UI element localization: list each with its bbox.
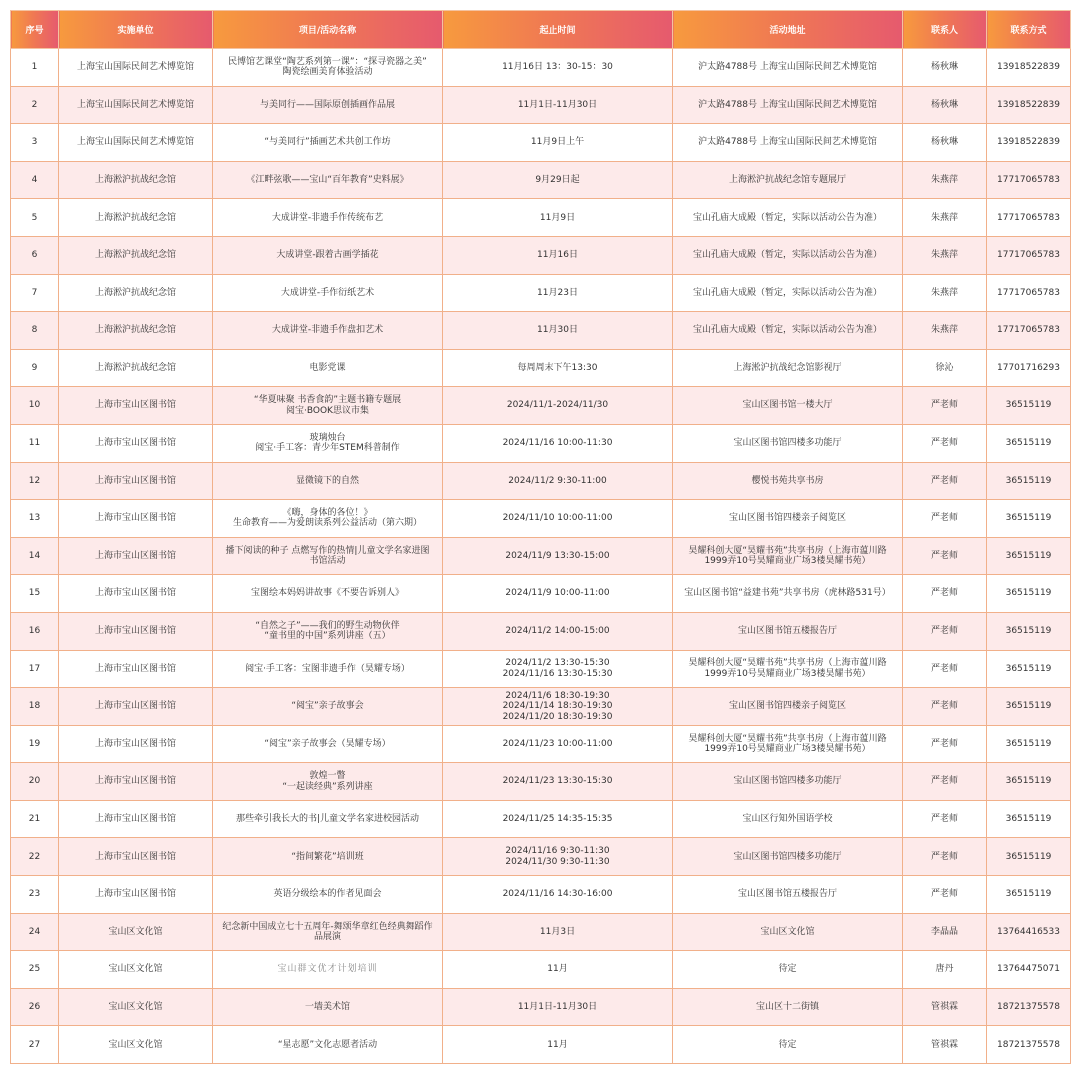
- table-row: [11, 575, 1071, 613]
- cell-activity-name: 玻璃烛台 阅宝·手工客：青少年STEM科普制作: [213, 424, 443, 462]
- cell-phone: 36515119: [987, 500, 1071, 538]
- header-name: 项目/活动名称: [213, 11, 443, 49]
- cell-address: 待定: [673, 1026, 903, 1064]
- cell-time: 11月9日: [443, 199, 673, 237]
- cell-time: 2024/11/6 18:30-19:30 2024/11/14 18:30-19:30 2024/11/20 18:30-19:30: [443, 688, 673, 726]
- table-row: [11, 838, 1071, 876]
- cell-time: 11月16日 13：30-15：30: [443, 49, 673, 87]
- cell-address: 上海淞沪抗战纪念馆影视厅: [673, 349, 903, 387]
- cell-activity-name: 《江畔弦歌——宝山“百年教育”史料展》: [213, 161, 443, 199]
- cell-contact: 严老师: [903, 688, 987, 726]
- cell-no: 21: [11, 800, 59, 838]
- cell-contact: 杨秋琳: [903, 49, 987, 87]
- cell-phone: 13918522839: [987, 49, 1071, 87]
- cell-unit: 上海淞沪抗战纪念馆: [59, 312, 213, 350]
- cell-time: 2024/11/9 13:30-15:00: [443, 537, 673, 575]
- cell-activity-name: 宝图绘本妈妈讲故事《不要告诉别人》: [213, 575, 443, 613]
- table-row: [11, 612, 1071, 650]
- table-row: [11, 236, 1071, 274]
- cell-time: 2024/11/2 13:30-15:30 2024/11/16 13:30-15:30: [443, 650, 673, 688]
- table-row: [11, 913, 1071, 951]
- cell-contact: 严老师: [903, 537, 987, 575]
- cell-activity-name: 纪念新中国成立七十五周年-舞颂华章红色经典舞蹈作 品展演: [213, 913, 443, 951]
- cell-unit: 上海市宝山区图书馆: [59, 537, 213, 575]
- cell-no: 10: [11, 387, 59, 425]
- cell-activity-name: “阅宝”亲子故事会（昊耀专场）: [213, 725, 443, 763]
- cell-contact: 朱燕萍: [903, 274, 987, 312]
- cell-address: 宝山区图书馆一楼大厅: [673, 387, 903, 425]
- cell-unit: 上海市宝山区图书馆: [59, 763, 213, 801]
- header-contact: 联系人: [903, 11, 987, 49]
- cell-time: 11月1日-11月30日: [443, 988, 673, 1026]
- cell-unit: 上海市宝山区图书馆: [59, 688, 213, 726]
- cell-address: 宝山区十二街镇: [673, 988, 903, 1026]
- cell-contact: 严老师: [903, 725, 987, 763]
- cell-activity-name: 与美同行——国际原创插画作品展: [213, 86, 443, 124]
- cell-contact: 杨秋琳: [903, 86, 987, 124]
- cell-address: 宝山区图书馆五楼报告厅: [673, 876, 903, 914]
- cell-address: 宝山区文化馆: [673, 913, 903, 951]
- cell-unit: 上海淞沪抗战纪念馆: [59, 236, 213, 274]
- cell-address: 宝山区图书馆四楼亲子阅览区: [673, 500, 903, 538]
- cell-contact: 徐沁: [903, 349, 987, 387]
- cell-address: 宝山区图书馆五楼报告厅: [673, 612, 903, 650]
- cell-no: 27: [11, 1026, 59, 1064]
- cell-address: 沪太路4788号 上海宝山国际民间艺术博览馆: [673, 86, 903, 124]
- cell-unit: 宝山区文化馆: [59, 1026, 213, 1064]
- cell-activity-name: 大成讲堂-非遗手作盘扣艺术: [213, 312, 443, 350]
- activity-table: [10, 10, 1071, 1064]
- cell-contact: 严老师: [903, 462, 987, 500]
- cell-time: 2024/11/23 13:30-15:30: [443, 763, 673, 801]
- cell-no: 6: [11, 236, 59, 274]
- cell-unit: 上海市宝山区图书馆: [59, 612, 213, 650]
- cell-activity-name: 大成讲堂-跟着古画学插花: [213, 236, 443, 274]
- cell-phone: 13764416533: [987, 913, 1071, 951]
- table-row: [11, 49, 1071, 87]
- cell-activity-name: 那些牵引我长大的书|儿童文学名家进校园活动: [213, 800, 443, 838]
- table-body: [11, 49, 1071, 1064]
- cell-phone: 36515119: [987, 537, 1071, 575]
- cell-address: 昊耀科创大厦“昊耀书苑”共享书房（上海市蕰川路 1999弄10号昊耀商业广场3楼昊耀书苑）: [673, 537, 903, 575]
- cell-phone: 36515119: [987, 462, 1071, 500]
- cell-address: 上海淞沪抗战纪念馆专题展厅: [673, 161, 903, 199]
- cell-no: 11: [11, 424, 59, 462]
- cell-phone: 13918522839: [987, 124, 1071, 162]
- cell-phone: 18721375578: [987, 1026, 1071, 1064]
- cell-no: 17: [11, 650, 59, 688]
- cell-address: 宝山孔庙大成殿（暂定，实际以活动公告为准）: [673, 274, 903, 312]
- cell-activity-name: “星志愿”文化志愿者活动: [213, 1026, 443, 1064]
- cell-unit: 上海市宝山区图书馆: [59, 500, 213, 538]
- cell-unit: 上海市宝山区图书馆: [59, 575, 213, 613]
- cell-phone: 36515119: [987, 612, 1071, 650]
- cell-phone: 17717065783: [987, 161, 1071, 199]
- cell-address: 宝山孔庙大成殿（暂定，实际以活动公告为准）: [673, 312, 903, 350]
- cell-no: 23: [11, 876, 59, 914]
- cell-activity-name: 民博馆艺课堂“陶艺系列第一课”：“探寻瓷器之美” 陶瓷绘画美育体验活动: [213, 49, 443, 87]
- cell-activity-name: 一墙美术馆: [213, 988, 443, 1026]
- cell-contact: 李晶晶: [903, 913, 987, 951]
- header-time: 起止时间: [443, 11, 673, 49]
- cell-contact: 严老师: [903, 876, 987, 914]
- cell-address: 昊耀科创大厦“昊耀书苑”共享书房（上海市蕰川路 1999弄10号昊耀商业广场3楼昊耀书苑）: [673, 650, 903, 688]
- cell-no: 9: [11, 349, 59, 387]
- table-row: [11, 763, 1071, 801]
- header-unit: 实施单位: [59, 11, 213, 49]
- cell-time: 2024/11/16 14:30-16:00: [443, 876, 673, 914]
- cell-unit: 上海淞沪抗战纪念馆: [59, 199, 213, 237]
- cell-address: 宝山区图书馆“益建书苑”共享书房（虎林路531号）: [673, 575, 903, 613]
- cell-time: 2024/11/16 9:30-11:30 2024/11/30 9:30-11:30: [443, 838, 673, 876]
- cell-time: 11月16日: [443, 236, 673, 274]
- cell-activity-name: 英语分级绘本的作者见面会: [213, 876, 443, 914]
- table-row: [11, 86, 1071, 124]
- cell-address: 宝山孔庙大成殿（暂定，实际以活动公告为准）: [673, 236, 903, 274]
- cell-no: 3: [11, 124, 59, 162]
- table-row: [11, 349, 1071, 387]
- cell-contact: 严老师: [903, 575, 987, 613]
- cell-unit: 上海市宝山区图书馆: [59, 424, 213, 462]
- cell-unit: 上海市宝山区图书馆: [59, 650, 213, 688]
- cell-time: 11月9日上午: [443, 124, 673, 162]
- cell-activity-name: 电影党课: [213, 349, 443, 387]
- cell-time: 2024/11/16 10:00-11:30: [443, 424, 673, 462]
- table-row: [11, 199, 1071, 237]
- cell-no: 25: [11, 951, 59, 989]
- cell-unit: 上海市宝山区图书馆: [59, 838, 213, 876]
- table-header: [11, 11, 1071, 49]
- cell-address: 宝山区图书馆四楼多功能厅: [673, 838, 903, 876]
- cell-contact: 严老师: [903, 800, 987, 838]
- table-row: [11, 876, 1071, 914]
- cell-activity-name: “与美同行”插画艺术共创工作坊: [213, 124, 443, 162]
- cell-phone: 36515119: [987, 650, 1071, 688]
- cell-no: 18: [11, 688, 59, 726]
- cell-contact: 杨秋琳: [903, 124, 987, 162]
- cell-no: 5: [11, 199, 59, 237]
- cell-phone: 17717065783: [987, 199, 1071, 237]
- cell-no: 7: [11, 274, 59, 312]
- cell-unit: 上海市宝山区图书馆: [59, 876, 213, 914]
- cell-activity-name: “阅宝”亲子故事会: [213, 688, 443, 726]
- header-row: [11, 11, 1071, 49]
- cell-contact: 严老师: [903, 838, 987, 876]
- table-row: [11, 462, 1071, 500]
- table-row: [11, 312, 1071, 350]
- cell-activity-name: 播下阅读的种子 点燃写作的热情|儿童文学名家进图 书馆活动: [213, 537, 443, 575]
- cell-activity-name: 《嗨，身体的各位！》 生命教育——为爱朗读系列公益活动（第六期）: [213, 500, 443, 538]
- table-row: [11, 1026, 1071, 1064]
- cell-phone: 36515119: [987, 387, 1071, 425]
- cell-phone: 13764475071: [987, 951, 1071, 989]
- cell-address: 待定: [673, 951, 903, 989]
- cell-phone: 36515119: [987, 800, 1071, 838]
- cell-contact: 管祺霖: [903, 1026, 987, 1064]
- cell-no: 15: [11, 575, 59, 613]
- cell-time: 9月29日起: [443, 161, 673, 199]
- cell-time: 2024/11/10 10:00-11:00: [443, 500, 673, 538]
- cell-no: 24: [11, 913, 59, 951]
- cell-contact: 朱燕萍: [903, 199, 987, 237]
- cell-address: 宝山孔庙大成殿（暂定，实际以活动公告为准）: [673, 199, 903, 237]
- cell-unit: 宝山区文化馆: [59, 951, 213, 989]
- cell-time: 2024/11/2 9:30-11:00: [443, 462, 673, 500]
- cell-no: 8: [11, 312, 59, 350]
- cell-address: 昊耀科创大厦“昊耀书苑”共享书房（上海市蕰川路 1999弄10号昊耀商业广场3楼昊耀书苑）: [673, 725, 903, 763]
- cell-contact: 朱燕萍: [903, 161, 987, 199]
- table-row: [11, 725, 1071, 763]
- cell-phone: 17717065783: [987, 236, 1071, 274]
- cell-contact: 管祺霖: [903, 988, 987, 1026]
- cell-contact: 严老师: [903, 612, 987, 650]
- cell-time: 11月1日-11月30日: [443, 86, 673, 124]
- cell-activity-name: 大成讲堂-手作衍纸艺术: [213, 274, 443, 312]
- cell-contact: 朱燕萍: [903, 236, 987, 274]
- cell-time: 11月: [443, 1026, 673, 1064]
- cell-unit: 宝山区文化馆: [59, 913, 213, 951]
- cell-time: 2024/11/23 10:00-11:00: [443, 725, 673, 763]
- header-address: 活动地址: [673, 11, 903, 49]
- cell-unit: 上海市宝山区图书馆: [59, 800, 213, 838]
- cell-phone: 36515119: [987, 763, 1071, 801]
- cell-address: 宝山区图书馆四楼多功能厅: [673, 424, 903, 462]
- cell-activity-name: 宝山群文优才计划培训: [213, 951, 443, 989]
- cell-contact: 严老师: [903, 387, 987, 425]
- cell-time: 11月23日: [443, 274, 673, 312]
- cell-time: 每周周末下午13:30: [443, 349, 673, 387]
- table-row: [11, 951, 1071, 989]
- cell-phone: 17717065783: [987, 312, 1071, 350]
- cell-unit: 上海市宝山区图书馆: [59, 387, 213, 425]
- table-row: [11, 800, 1071, 838]
- cell-no: 22: [11, 838, 59, 876]
- table-row: [11, 387, 1071, 425]
- cell-time: 11月30日: [443, 312, 673, 350]
- cell-no: 26: [11, 988, 59, 1026]
- table-row: [11, 161, 1071, 199]
- cell-no: 4: [11, 161, 59, 199]
- cell-phone: 13918522839: [987, 86, 1071, 124]
- cell-unit: 上海市宝山区图书馆: [59, 462, 213, 500]
- cell-no: 16: [11, 612, 59, 650]
- cell-activity-name: “指间繁花”培训班: [213, 838, 443, 876]
- cell-phone: 36515119: [987, 838, 1071, 876]
- cell-contact: 朱燕萍: [903, 312, 987, 350]
- cell-no: 14: [11, 537, 59, 575]
- cell-activity-name: 大成讲堂-非遗手作传统布艺: [213, 199, 443, 237]
- table-row: [11, 988, 1071, 1026]
- cell-time: 2024/11/9 10:00-11:00: [443, 575, 673, 613]
- activity-table-container: [10, 10, 1070, 1064]
- cell-time: 2024/11/25 14:35-15:35: [443, 800, 673, 838]
- cell-phone: 36515119: [987, 725, 1071, 763]
- cell-address: 樱悦书苑共享书房: [673, 462, 903, 500]
- cell-address: 宝山区图书馆四楼多功能厅: [673, 763, 903, 801]
- cell-activity-name: “华夏味聚 书香食韵”主题书籍专题展 阅宝·BOOK思议市集: [213, 387, 443, 425]
- cell-contact: 严老师: [903, 500, 987, 538]
- cell-activity-name: 显微镜下的自然: [213, 462, 443, 500]
- cell-unit: 上海淞沪抗战纪念馆: [59, 161, 213, 199]
- cell-time: 2024/11/2 14:00-15:00: [443, 612, 673, 650]
- cell-no: 19: [11, 725, 59, 763]
- cell-address: 沪太路4788号 上海宝山国际民间艺术博览馆: [673, 49, 903, 87]
- cell-phone: 36515119: [987, 424, 1071, 462]
- cell-contact: 严老师: [903, 650, 987, 688]
- cell-address: 沪太路4788号 上海宝山国际民间艺术博览馆: [673, 124, 903, 162]
- cell-phone: 36515119: [987, 688, 1071, 726]
- cell-unit: 上海宝山国际民间艺术博览馆: [59, 49, 213, 87]
- cell-contact: 严老师: [903, 763, 987, 801]
- cell-unit: 上海市宝山区图书馆: [59, 725, 213, 763]
- cell-no: 12: [11, 462, 59, 500]
- cell-no: 20: [11, 763, 59, 801]
- header-phone: 联系方式: [987, 11, 1071, 49]
- cell-phone: 17717065783: [987, 274, 1071, 312]
- cell-phone: 36515119: [987, 575, 1071, 613]
- cell-activity-name: 敦煌一瞥 “一起读经典”系列讲座: [213, 763, 443, 801]
- table-row: [11, 500, 1071, 538]
- cell-no: 13: [11, 500, 59, 538]
- cell-phone: 18721375578: [987, 988, 1071, 1026]
- cell-address: 宝山区图书馆四楼亲子阅览区: [673, 688, 903, 726]
- cell-address: 宝山区行知外国语学校: [673, 800, 903, 838]
- cell-phone: 17701716293: [987, 349, 1071, 387]
- cell-no: 2: [11, 86, 59, 124]
- cell-unit: 上海淞沪抗战纪念馆: [59, 274, 213, 312]
- cell-unit: 宝山区文化馆: [59, 988, 213, 1026]
- cell-unit: 上海淞沪抗战纪念馆: [59, 349, 213, 387]
- table-row: [11, 274, 1071, 312]
- table-row: [11, 124, 1071, 162]
- cell-no: 1: [11, 49, 59, 87]
- cell-phone: 36515119: [987, 876, 1071, 914]
- cell-contact: 严老师: [903, 424, 987, 462]
- header-no: 序号: [11, 11, 59, 49]
- table-row: [11, 424, 1071, 462]
- cell-activity-name: “自然之子”——我们的野生动物伙伴 “童书里的中国”系列讲座（五）: [213, 612, 443, 650]
- table-row: [11, 650, 1071, 688]
- cell-contact: 唐丹: [903, 951, 987, 989]
- cell-time: 2024/11/1-2024/11/30: [443, 387, 673, 425]
- cell-time: 11月3日: [443, 913, 673, 951]
- table-row: [11, 688, 1071, 726]
- cell-activity-name: 阅宝·手工客：宝图非遗手作（昊耀专场）: [213, 650, 443, 688]
- cell-unit: 上海宝山国际民间艺术博览馆: [59, 124, 213, 162]
- table-row: [11, 537, 1071, 575]
- cell-unit: 上海宝山国际民间艺术博览馆: [59, 86, 213, 124]
- cell-time: 11月: [443, 951, 673, 989]
